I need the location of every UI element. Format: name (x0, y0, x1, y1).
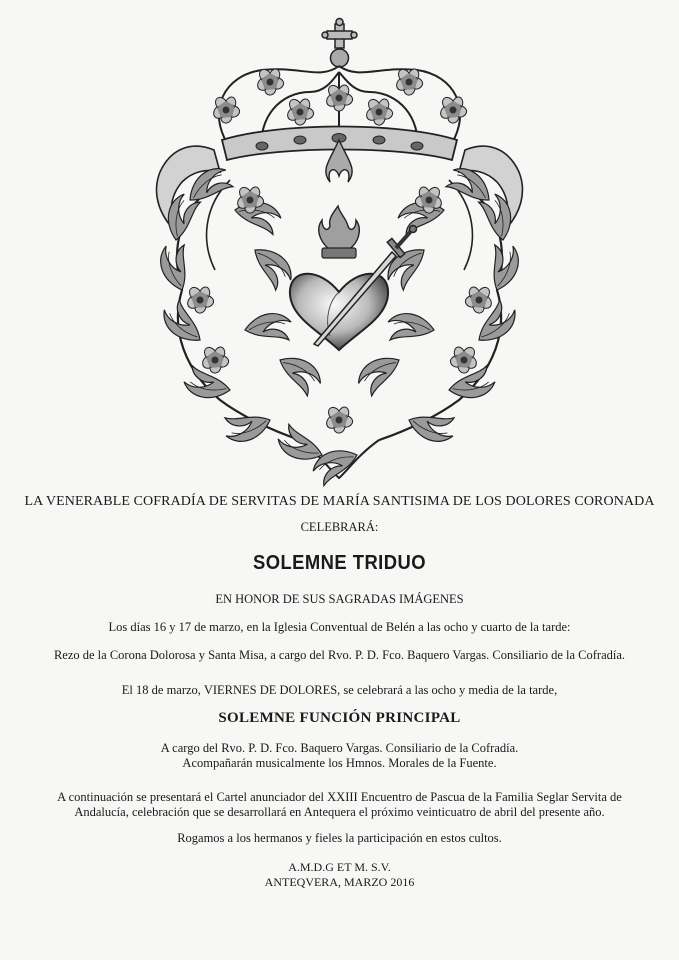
document-body (0, 494, 679, 890)
celebrara-label: CELEBRARÁ: (300, 520, 379, 534)
organization-heading: LA VENERABLE COFRADÍA DE SERVITAS DE MARÍA SANTISIMA DE LOS DOLORES CORONADA (24, 494, 655, 509)
cartel-paragraph: A continuación se presentará el Cartel anunciador del XXIII Encuentro de Pascua de la Familia Seglar Servita de Andalucía, celebración que se desarrollará en Antequera el próximo veinticuatro de abril del presente año. (57, 790, 622, 819)
acargo-paragraph (0, 741, 679, 771)
acargo-line-2: Acompañarán musicalmente los Hmnos. Morales de la Fuente. (182, 756, 497, 770)
honor-line: EN HONOR DE SUS SAGRADAS IMÁGENES (215, 592, 464, 606)
acargo-line-1: A cargo del Rvo. P. D. Fco. Baquero Vargas. Consiliario de la Cofradía. (160, 741, 519, 755)
amdg-line: A.M.D.G ET M. S.V. (288, 860, 391, 874)
signature-block (0, 860, 679, 890)
dias-paragraph: Los días 16 y 17 de marzo, en la Iglesia Conventual de Belén a las ocho y cuarto de la tarde: (108, 620, 571, 634)
rezo-paragraph: Rezo de la Corona Dolorosa y Santa Misa, a cargo del Rvo. P. D. Fco. Baquero Vargas. Consiliario de la Cofradía. (53, 648, 626, 662)
rogamos-paragraph: Rogamos a los hermanos y fieles la participación en estos cultos. (177, 831, 502, 845)
funcion-principal-heading: SOLEMNE FUNCIÓN PRINCIPAL (218, 710, 461, 726)
viernes-dolores-paragraph: El 18 de marzo, VIERNES DE DOLORES, se celebrará a las ocho y media de la tarde, (121, 683, 558, 697)
place-date-line: ANTEQVERA, MARZO 2016 (264, 875, 415, 889)
page-title: SOLEMNE TRIDUO (252, 552, 427, 574)
